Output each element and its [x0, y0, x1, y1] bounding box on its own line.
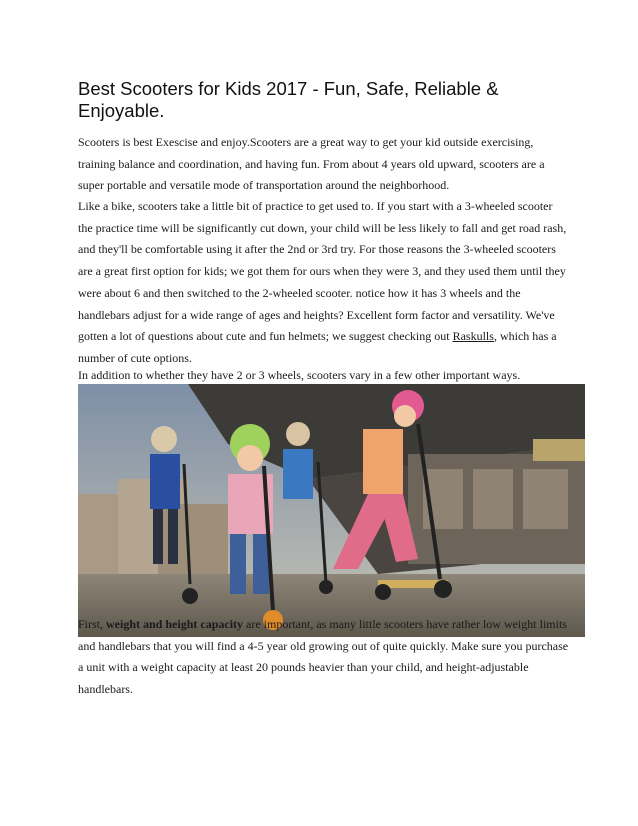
variation-paragraph: In addition to whether they have 2 or 3 wheels, scooters vary in a few other important ways. [78, 368, 521, 382]
capacity-bold-term: weight and height capacity [106, 617, 244, 631]
practice-paragraph [78, 196, 570, 370]
kids-on-scooters-photo [78, 384, 585, 637]
practice-text: Like a bike, scooters take a little bit of practice to get used to. If you start with a 3-wheeled scooter the practice time will be significantly cut down, your child will be less likely to fall and get road rash, and they'll be comfortable using it after the 2nd or 3rd try. For those reasons the 3-wheeled scooters are a great first option for kids; we got them for ours when they were 3, and they used them until they were about 6 and then switched to the 2-wheeled scooter. notice how it has 3 wheels and the handlebars adjust for a wide range of ages and heights? Excellent form factor and versatility. We've gotten a lot of questions about cute and fun helmets; we suggest checking out [78, 199, 567, 344]
capacity-text-start: First, [78, 617, 107, 631]
capacity-text: are important, as many little scooters have rather low weight limits and handlebars that you will find a 4-5 year old growing out of quite quickly. Make sure you purchase a unit with a weight capacity at least 20 pounds heavier than your child, and height-adjustable handlebars. [78, 617, 569, 697]
intro-text: Scooters is best Exescise and enjoy.Scooters are a great way to get your kid outside exercising, training balance and coordination, and having fun. From about 4 years old upward, scooters are a super portable and versatile mode of transportation around the neighborhood. [78, 135, 545, 193]
intro-paragraph [78, 132, 570, 197]
practice-text-end: , which has a number of cute options. [78, 329, 557, 365]
capacity-paragraph [78, 614, 570, 701]
document-title: Best Scooters for Kids 2017 - Fun, Safe, Reliable & Enjoyable. [78, 78, 499, 121]
raskulls-link[interactable]: Raskulls [452, 329, 494, 344]
